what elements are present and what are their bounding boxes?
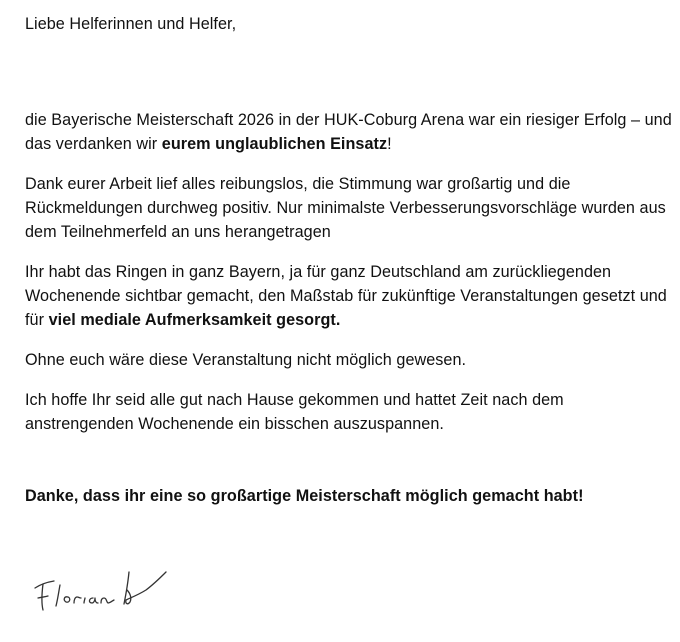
letter-body [25,12,675,508]
paragraph-visibility-text: Ihr habt das Ringen in ganz Bayern, ja für ganz Deutschland am zurückliegenden Wochenende sichtbar gemacht, den Maßstab für zukünftige Veranstaltungen gesetzt und für [25,263,667,329]
closing-line: Danke, dass ihr eine so großartige Meisterschaft möglich gemacht habt! [25,487,584,505]
paragraph-visibility-bold: viel mediale Aufmerksamkeit gesorgt. [48,311,341,329]
paragraph-without-you: Ohne euch wäre diese Veranstaltung nicht möglich gewesen. [25,351,467,369]
paragraph-success-end: ! [387,135,392,153]
paragraph-success [25,108,675,156]
handwritten-signature [26,562,186,622]
signature-drawing [26,562,186,622]
paragraph-success-bold: eurem unglaublichen Einsatz [161,135,388,153]
paragraph-success-text: die Bayerische Meisterschaft 2026 in der HUK-Coburg Arena war ein riesiger Erfolg – und das verdanken wir [25,111,672,153]
paragraph-thanks-work: Dank eurer Arbeit lief alles reibungslos, die Stimmung war großartig und die Rückmeldungen durchweg positiv. Nur minimalste Verbesserungsvorschläge wurden aus dem Teilnehmerfeld an uns herangetragen [25,175,666,241]
paragraph-visibility [25,260,675,332]
paragraph-hope: Ich hoffe Ihr seid alle gut nach Hause gekommen und hattet Zeit nach dem anstrengenden Wochenende ein bisschen auszuspannen. [25,391,564,433]
greeting: Liebe Helferinnen und Helfer, [25,15,237,33]
